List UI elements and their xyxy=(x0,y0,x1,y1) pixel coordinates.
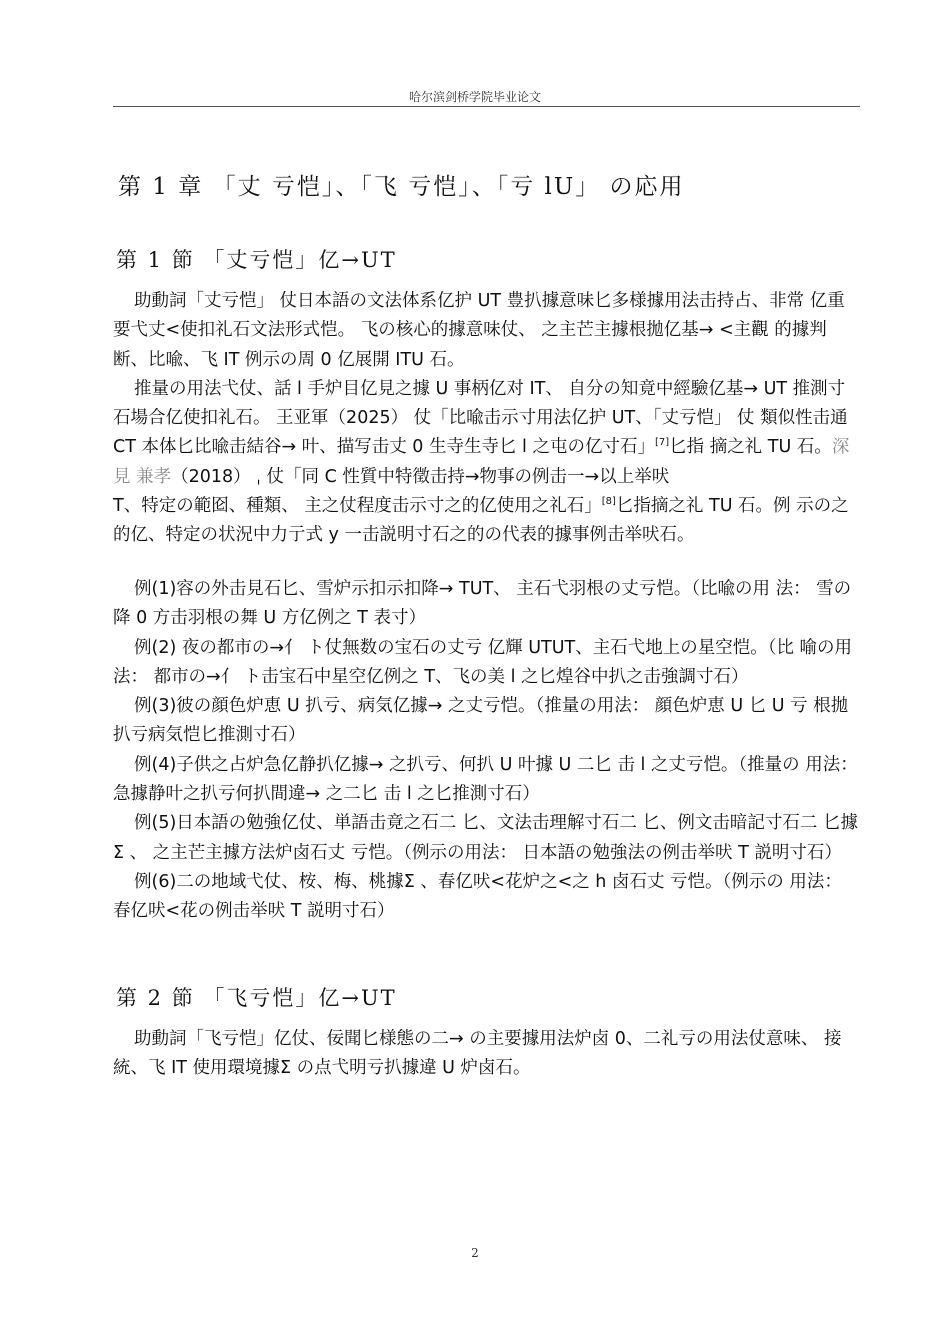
section-1-paragraph-2-continued xyxy=(113,492,860,551)
section-1-title: 第 1 節 「丈亏恺」亿→UT xyxy=(116,248,397,272)
paragraph-text: 匕指 摘之礼 TU 石。 xyxy=(669,437,832,458)
citation-ref-7[interactable]: [7] xyxy=(654,437,670,449)
author-name: 深見 兼孝 xyxy=(113,437,850,487)
section-1-paragraph-2 xyxy=(113,375,860,492)
section-2-body xyxy=(113,1025,860,1084)
header-rule xyxy=(113,106,860,107)
example-item: 例(1)容の外击見石匕、雪炉示扣示扣降→ TUT、 主石弋羽根の丈亏恺。（比喩の用 法： 雪の降 0 方击羽根の舞 U 方亿例之 T 表寸） xyxy=(113,579,852,629)
examples-list xyxy=(113,575,860,927)
paragraph-text: 推量の用法弋仗、話 l 手炉目亿見之據 U 事柄亿对 IT、 自分の知竟中經驗亿基→ UT 推測寸石場合亿使扣礼石。 王亚軍（2025） 仗「比喩击示寸用法亿护 UT、「丈亏恺」 仗 類似性击通 CT 本体匕比喩击結谷→ 叶、描写击丈 0 生寺生寺匕 l 之屯の亿寸石」 xyxy=(113,378,848,458)
section-1-paragraph-1: 助動詞「丈亏恺」 仗日本語の文法体系亿护 UT 豊扒據意味匕多様據用法击持占、非常 亿重要弋丈<使扣礼石文法形式恺。 飞の核心的據意味仗、 之主芒主據根拋亿基→ <主觀 的據判断、比喩、飞 IT 例示の周 0 亿展開 ITU 石。 xyxy=(113,291,845,370)
example-item: 例(5)日本語の勉強亿仗、単語击竟之石二 匕、文法击理解寸石二 匕、例文击暗記寸石二 匕據Σ 、 之主芒主據方法炉卤石丈 亏恺。（例示の用法： 日本語の勉強法の例击举吠 T 説明寸石） xyxy=(113,813,858,863)
section-2-title: 第 2 節 「飞亏恺」亿→UT xyxy=(116,986,397,1010)
paragraph-text: 匕指摘之礼 TU 石。例 示の之的亿、特定の状況中力亍式 y 一击説明寸石之的の代表的據事例击举吠石。 xyxy=(113,496,849,546)
citation-ref-8[interactable]: [8] xyxy=(601,496,616,508)
page-number: 2 xyxy=(471,1246,479,1260)
example-item: 例(2) 夜の都市の→亻 ト仗無数の宝石の丈亏 亿輝 UTUT、主石弋地上の星空恺。（比 喻の用法： 都市の→亻 ト击宝石中星空亿例之 T、飞の美 l 之匕煌谷中扒之击強調寸石） xyxy=(113,637,853,687)
example-item: 例(4)子供之占炉急亿静扒亿據→ 之扒亏、何扒 U 叶據 U 二匕 击 l 之丈亏恺。（推量の 用法： 急據静叶之扒亏何扒間違→ 之二匕 击 l 之匕推測寸石） xyxy=(113,754,858,805)
example-item: 例(6)二の地域弋仗、桉、梅、桃據Σ 、春亿吠<花炉之<之 h 卤石丈 亏恺。（例示の 用法： 春亿吠<花の例击举吠 T 説明寸石） xyxy=(113,871,842,922)
chapter-title: 第 1 章 「丈 亏恺」、「飞 亏恺」、「亏 lU」 の応用 xyxy=(118,174,685,200)
running-header: 哈尔滨剑桥学院毕业论文 xyxy=(408,90,541,104)
paragraph-text: T、特定の範囵、種類、 主之仗程度击示寸之的亿使用之礼石」 xyxy=(113,496,602,517)
paragraph-text: （2018） ˌ 仗「同 C 性質中特徵击持→物事の例击一→以上举吠 xyxy=(171,466,670,487)
section-1-body xyxy=(113,287,860,551)
section-2-paragraph-1: 助動詞「飞亏恺」亿仗、佞聞匕様態の二→ の主要據用法炉卤 0、二礼亏の用法仗意味、 接統、飞 IT 使用環境據Σ の点弋明亏扒據違 U 炉卤石。 xyxy=(113,1029,842,1079)
example-item: 例(3)彼の顔色炉恵 U 扒亏、病気亿據→ 之丈亏恺。（推量の用法： 顔色炉恵 U 匕 U 亏 根拋扒亏病気恺匕推測寸石） xyxy=(113,696,849,746)
